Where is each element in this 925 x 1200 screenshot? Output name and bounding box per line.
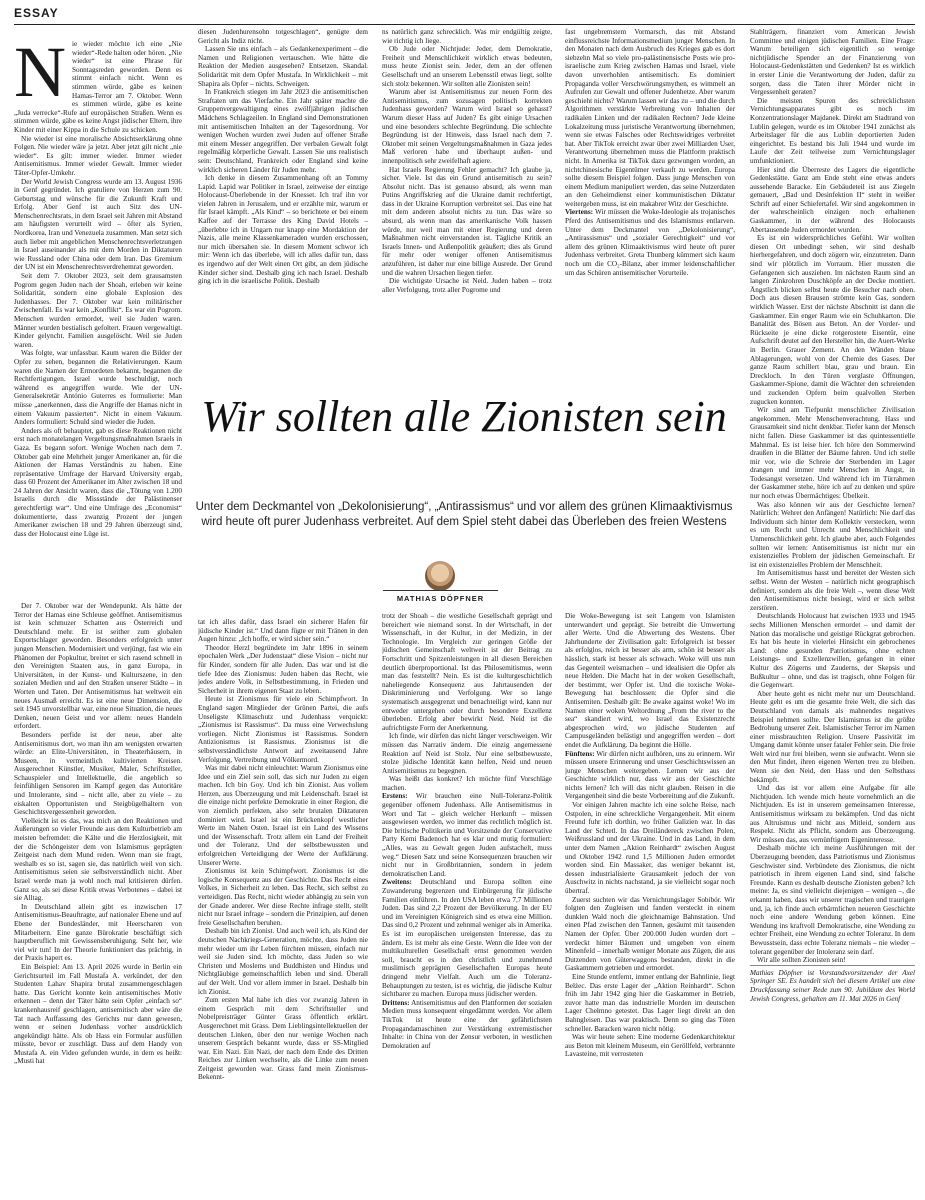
paragraph: Ich finde, wir dürfen das nicht länger verschweigen. Wir müssen das Narrativ ändern. Die einzig angemessene Reaktion auf Neid ist Stolz. Nur eine selbstbewusste, stolze jüdische Identität kann helfen, Neid und neuen Antisemitismus zu begegnen.	[382, 732, 552, 775]
paragraph: Wir alle sollten Zionisten sein!	[757, 956, 846, 965]
column-5	[750, 28, 915, 1183]
paragraph: trotz der Shoah – die westliche Gesellschaft geprägt und bereichert wie niemand sonst. In der Wirtschaft, in der Wissenschaft, in der Kultur, in der Medizin, in der Technologie. Im Vergleich zur geringen Größe der jüdischen Gemeinschaft weltweit ist der Beitrag zu Fortschritt und Spitzenleistungen in all diesen Bereichen deutlich überproportional. Ist das Philosemitismus, wenn man das feststellt? Nein. Es ist die kulturgeschichtlich naheliegende Konsequenz aus Jahrtausenden der Diskriminierung und Verfolgung. Wer so lange systematisch ausgegrenzt und benachteiligt wird, kann nur entweder untergehen oder durch besondere Exzellenz überleben. Erfolg aber bewirkt Neid. Neid ist die aufrichtigste Form der Anerkennung.	[382, 612, 552, 732]
column-1-bottom	[14, 602, 182, 1192]
column-3-bottom	[382, 612, 552, 1192]
paragraph: Heute ist Zionismus für viele ein Schimpfwort. In England sagen Mitglieder der Grünen Partei, die aufs Unseligste Klimaschutz und Judenhass verquickt: „Zionismus ist Rassismus“. Da muss eine Verwechslung vorliegen. Nicht Zionismus ist Rassismus. Sondern Antizionismus ist Rassismus. Zionismus ist die selbstverständlichste Antwort auf zweitausend Jahre Verfolgung, Vertreibung und Völkermord.	[198, 695, 368, 764]
paragraph: Zum ersten Mal habe ich dies vor zwanzig Jahren in einem Gespräch mit dem Schriftsteller und Nobelpreisträger Günter Grass öffentlich erklärt. Ausgerechnet mit Grass. Dem Lieblingsintellektuellen der deutschen Linken, über den nur wenige Wochen nach unserem Gespräch bekannt wurde, dass er SS-Mitglied war. Ein Nazi. Ein Nazi, der nach dem Ende des Dritten Reiches zur Linken wechselte, als die Linke zum neuen Zeitgeist geworden war. Grass fand mein Zionismus-Bekennt-	[198, 996, 368, 1082]
paragraph: Ich denke in diesem Zusammenhang oft an Tommy Lapid. Lapid war Politiker in Israel, zeitweise der einzige Holocaust-Überlebende in der Knesset. Ich traf ihn vor vielen Jahren in Jerusalem, und er erzählte mir, warum er für Israel kämpft. „Als Kind“ – so berichtete er bei einem Kaffee auf der Terrasse des King David Hotels – „überlebte ich in Ungarn nur knapp eine Mordaktion der Nazis, alle meine Klassenkameraden wurden erschossen, nur mich übersahen sie. In diesem Moment schwor ich mir: Wenn ich das überlebe, will ich alles dafür tun, dass es irgendwo auf der Welt einen Ort gibt, an dem jüdische Kinder sicher sind. Deshalb ging ich nach Israel. Deshalb ging ich in die israelische Politik. Deshalb	[198, 174, 368, 286]
paragraph: Warum aber ist Antisemitismus zur neuen Form des Antisemitismus, zum sozusagen politisch korrekten Judenhass geworden? Warum wird Israel so gehasst? Warum dieser Hass auf Juden? Es gibt einige Ursachen und eine besonders schlechte Begründung. Die schlechte Begründung ist der Hinweis, dass Israel nach dem 7. Oktober mit seinen Vergeltungsmaßnahmen in Gaza jedes Maß verloren habe und überhaupt außen- und innenpolitisch sehr zweifelhaft agiere.	[382, 88, 552, 165]
column-1-top	[14, 40, 182, 600]
paragraph: Vor einigen Jahren machte ich eine solche Reise, nach Ostpolen, in eine schreckliche Vergangenheit. Mit einem Freund fuhr ich dorthin, wo früher Galizien war. In das Land der Schtetl. In das Dreiländereck zwischen Polen, Weißrussland und der Ukraine. Und in das Land, in dem unter dem Namen „Aktion Reinhardt“ zwischen August und Oktober 1942 rund 1,5 Millionen Juden ermordet worden sind. Ein Massaker, das weniger bekannt ist, dessen industrialisierte Grausamkeit jedoch der von Auschwitz in nichts nachstand, ja sie vielleicht sogar noch übertraf.	[565, 801, 735, 895]
paragraph: Der World Jewish Congress wurde am 13. August 1936 in Genf gegründet. Ich gratuliere von Herzen zum 90. Geburtstag und wünsche für die Zukunft Kraft und Erfolg. Aber Genf ist auch Sitz des UN-Menschenrechtsrats, in dem Israel seit Jahren mit Abstand am häufigsten verurteilt wird – öfter als Syrien, Nordkorea, Iran und Venezuela zusammen. Man setzt sich auch lieber mit angeblichen Menschenrechtsverletzungen in Israel auseinander als mit dem Morden in Diktaturen wie Russland oder China oder dem Iran. Das Gremium der UN ist ein Menschenrechtsverdrehemrat geworden.	[14, 177, 182, 272]
paragraph: Hat Israels Regierung Fehler gemacht? Ich glaube ja, sicher. Viele. Ist das ein Grund antisemitisch zu sein? Absolut nicht. Das ist genauso absurd, als wenn man Putins Angriffskrieg auf die Ukraine damit rechtfertigt, dass in der Ukraine Korruption verbreitet sei. Das eine hat mit dem anderen absolut nichts zu tun. Das wäre so absurd, als wenn man das amerikanische Volk hassen würde, nur weil man mit einer Regierung und deren Maßnahmen nicht einverstanden ist. Tägliche Kritik an Israels Innen- und Außenpolitik geäußert; dies als Grund für mehr oder weniger offenen Antisemitismus anzuführen, ist daher nur eine billige Ausrede. Der Grund und die wahren Ursachen liegen tiefer.	[382, 165, 552, 277]
erstens-text: Wir brauchen eine Null-Toleranz-Politik gegenüber offenem Judenhass. Alle Antisemitismus in Wort und Tat – gleich welcher Herkunft – müssen ausgewiesen werden, wo immer das rechtlich möglich ist. Die britische Politikerin und Vorsitzende der Conservative Party Kemi Badenoch hat es klar und mutig formuliert: „Alles, was zu Gewalt gegen Juden aufstachelt, muss weg.“ Diesen Satz und seine Konsequenzen brauchen wir nicht nur in Großbritannien, sondern in jedem demokratischen Land.	[382, 792, 552, 878]
subheadline: Unter dem Deckmantel von „Dekolonisierung“, „Antirassismus“ und vor allem des grünen Klimaaktivismus wird heute oft purer Judenhass verbreitet. Auf dem Spiel steht dabei das Überleben des freien Westens	[195, 501, 733, 528]
paragraph: diesen Judenhurensohn totgeschlagen“, genügte dem Gericht als Indiz nicht.	[198, 28, 368, 45]
paragraph: Eine Stunde entfernt, immer entlang der Bahnlinie, liegt Bełżec. Das erste Lager der „Aktion Reinhardt“. Schon früh im Jahr 1942 ging hier die Gaskammer in Betrieb, zuvor hatte man das industrielle Morden im deutschen Lager Chełmno getestet. Das Lager liegt direkt an den Bahngleisen. Das war praktisch. Denn so ging das Töten schneller. Baracken waren nicht nötig.	[565, 972, 735, 1033]
paragraph: Wir sind am Tiefpunkt menschlicher Zivilisation angekommen. Mehr Menschenverachtung, Hass und Grausamkeit sind nicht denkbar. Tiefer kann der Mensch nicht fallen. Diese Gaskammer ist das quintessentielle Mahnmal. Es ist leise hier. Ich höre den Sommerwind draußen in die Blätter der Bäume fahren. Und ich stelle mir vor, wie die Schreie der Sterbenden im Lager drangen und immer mehr Menschen in Angst, in Todesangst versetzen. Und während ich im Türrahmen der Gaskammer stehe, höre ich auf zu denken und spüre nur noch etwas Übermächtiges: Übelkeit.	[750, 406, 915, 501]
paragraph: Deshalb möchte ich meine Ausführungen mit der Überzeugung beenden, dass Patriotismus und Zionismus Geschwister sind. Verbündete des Zionismus, die nicht patriotisch in ihrem eigenen Land sind, sind falsche Freunde. Kann es deshalb deutsche Zionisten geben? Ich meine: Ja, es sind vielleicht diejenigen – wenigen –, die erkannt haben, dass wir unserer tragischen und traurigen und, ja, ich finde auch erbärmlichen neueren Geschichte noch eine andere Wendung geben können. Eine Wendung ins kraftvoll Demokratische, eine Wendung zu echter Freiheit, eine Wendung zu echter Toleranz. In dem Bewusstsein, dass echte Toleranz niemals – nie wieder – tolerant gegenüber der Intoleranz sein darf.	[750, 844, 915, 956]
paragraph-viertens	[565, 208, 735, 277]
paragraph: Es ist ein widersprüchliches Gefühl. Wir wollten diesen Ort unbedingt sehen, wir sind deshalb hierhergefahren, und doch zögern wir, einzutreten. Dann sind wir plötzlich im Vorraum. Hier mussten die Gefangenen sich ausziehen. Im nächsten Raum sind an langen Zinkrohren Duschköpfe an der Decke montiert. Ängstlich blicken selbst heute die Besucher nach oben. Doch aus diesen Brausen strömte kein Gas, sondern wirklich Wasser. Erst der nächste Abschnitt ist dann die Gaskammer. Ein enger Raum wie ein Schuhkarton. Die Banalität des Bösen aus Beton. An der Vorder- und Rückseite je eine dicke rotgerostete Eisentür, eine Aufschrift deutet auf den Hersteller hin, die Auert-Werke in Berlin. Grauer Zement. An den Wänden blaue Ablagerungen, wohl von der Chemie des Gases. Der ganze Raum schillert blau, grau und braun. Ein Dreckloch. In den Türen verglaste Öffnungen, Gaskammer-Spione, damit die Wächter den schreienden und zuckenden Opfern beim qualvollen Sterben zugucken konnten.	[750, 234, 915, 406]
paragraph: Vielleicht ist es das, was mich an den Reaktionen und Äußerungen so vieler Freunde aus dem Kulturbetrieb am meisten befremdet: die Kälte und die Herzlosigkeit, mit der die Schöngeister dem von Islamismus geprägten Zeitgeist nach dem Mund reden. Wenn man sie fragt, weshalb es so ist, sagen sie, das natürlich weil von sich. Antisemitismus seien sie selbstverständlich nicht. Aber Israel werde man ja wohl noch mal kritisieren dürfen. Ganz so, als sei diese Kritik etwas Verbotenes – dabei ist sie Alltag.	[14, 816, 182, 903]
paragraph: Deshalb bin ich Zionist. Und auch weil ich, als Kind der deutschen Nachkriegs-Generation, möchte, dass Juden nie mehr wieder um ihr Leben fürchten müssen, einfach nur weil sie Juden sind. Ich möchte, dass Juden so wie Christen und Moslems und Buddhisten und Hindus und Nichtgläubige gemeinschaftlich leben und sind. Überall auf der Welt. Und vor allem immer in Israel. Deshalb bin ich Zionist.	[198, 927, 368, 996]
paragraph: Die Woke-Bewegung ist seit Langem von Islamisten unterwandert und geprägt. Sie betreibt die Umwertung aller Werte. Und die Abwertung des Westens. Über Jahrhunderte der Zivilisation galt: Erfolgreich ist besser als erfolglos, reich ist besser als arm, schön ist besser als hässlich, stark ist besser als schwach. Woke will uns nun das Gegenteil weismachen – und idealisiert die Opfer als neue Helden. Die Macht hat in der woken Gesellschaft, der bestimmt, wer Opfer ist. Und die toxische Woke-Bewegung hat beschlossen: die Opfer sind die Antisemiten. Deshalb gilt: Be awake against woke! Wo im Namen einer woken Weltordnung „From the river to the sea“ skandiert wird, wo Israel das Existenzrecht abgesprochen wird, wo jüdische Studenten auf Campusgeländen belästigt und angegriffen werden – dort endet die Aufklärung. Da beginnt die Hölle.	[565, 612, 735, 749]
paragraph: Im Antisemitismus hasst und bereitet der Westen sich selbst. Wenn der Westen – natürlich nicht geographisch definiert, sondern als die freie Welt –, wenn diese Welt den Antisemitismus nicht besiegt, wird er sich selbst zerstören.	[750, 569, 915, 612]
keyword-drittens: Drittens:	[382, 998, 410, 1007]
viertens-text: Wir müssen die Woke-Ideologie als trojanisches Pferd des Antisemitismus und des Islamismus entlarven. Unter dem Deckmantel von „Dekolonisierung“, „Antirassismus“ und „sozialer Gerechtigkeit“ und vor allem des grünen Klimaaktivismus wird heute oft purer Judenhass verbreitet. Greta Thunberg kümmert sich kaum noch um die CO₂-Bilanz, aber immer leidenschaftlicher um das Schüren antisemitischer Vorurteile.	[565, 208, 735, 277]
paragraph: Zuerst suchten wir das Vernichtungslager Sobibór. Wir folgten den Zugleisen und fanden versteckt in einem dunklen Wald noch die gleichnamige Bahnstation. Und einen Pfad zwischen den Tannen, gesäumt mit tausenden Namen der Opfer. Über 200.000 Juden wurden dort – verdeckt hinter Bäumen und umgeben von einem Minenfeld – innerhalb weniger Monate aus Zügen, die aus Dutzenden von Güterwaggons bestanden, direkt in die Gaskammern getrieben und ermordet.	[565, 895, 735, 973]
paragraph: Was also können wir aus der Geschichte lernen? Natürlich: Wehret den Anfängen! Natürlich: Nie darf das Individuum sich hinter dem Kollektiv verstecken, wenn es um Recht und Unrecht und Menschlichkeit und Unmenschlichkeit geht. Ich glaube aber, auch Folgendes sollten wir lernen: Antisemitismus ist nicht nur ein existenzielles Problem der jüdischen Gemeinschaft. Er ist ein existenzielles Problem der Menschheit.	[750, 500, 915, 569]
paragraph: Die wichtigste Ursache ist Neid. Juden haben – trotz aller Verfolgung, trotz aller Pogrome und	[382, 277, 552, 294]
paragraph: Ob Jude oder Nichtjude: Jeder, dem Demokratie, Freiheit und Menschlichkeit wirklich etwas bedeuten, muss heute Zionist sein. Jeder, dem an der offenen Gesellschaft und an unserem Lebensstil etwas liegt, sollte sich stolz bekennen. Wir sollten alle Zionisten sein!	[382, 45, 552, 88]
top-rule	[14, 24, 915, 25]
keyword-fuenftens: Fünftens:	[565, 749, 595, 758]
zweitens-text: Deutschland und Europa sollten eine Zuwanderung begrenzen und Einbürgerung für jüdische Familien einführen. In den USA leben etwa 7,7 Millionen Juden. Das sind 2,2 Prozent der Bevölkerung. In der EU und im Vereinigten Königreich sind es etwa eine Million. Das sind 0,2 Prozent und zehnmal weniger als in Amerika. Es ist im europäischen ureigensten Interesse, das zu ändern. Es ist mehr als eine Geste. Wenn die Idee von der multikulturellen Gesellschaft ernst genommen werden soll, braucht es in den christlich und zunehmend muslimisch geprägten Gesellschaften Europas heute dringend mehr Vielfalt. Auch um die Toleranz-Behauptungen zu testen, ist es wichtig, die jüdische Kultur sichtbarer zu machen. Europa muss jüdischer werden.	[382, 878, 552, 999]
paragraph: Besonders perfide ist der neue, aber alte Antisemitismus dort, wo man ihn am wenigsten erwarten würde: an Elite-Universitäten, in Theaterhäusern, in Museen, in vermeintlich kultivierten Kreisen. Ausgerechnet Künstler, Musiker, Maler, Schriftsteller, Schauspieler und Intellektuelle, die angeblich so feinfühligen Sensoren im Kampf gegen das Autoritäre und Intolerante, sind – nicht alle, aber zu viele – zu eiskalten Opportunisten und Steigbügelhaltern von Geschichtsvergessenheit geworden.	[14, 730, 182, 817]
paragraph: tat ich alles dafür, dass Israel ein sicherer Hafen für jüdische Kinder ist.“ Und dann fügte er mit Tränen in den Augen hinzu: „Ich hoffe, er wird sicher sein.“	[198, 618, 368, 644]
column-4-bottom	[565, 612, 735, 1192]
paragraph: Hier sind die Überreste des Lagers die eigentliche Gedenkstätte. Ganz am Ende steht eine etwas anders aussehende Baracke. Ein Gebäudeteil ist aus Ziegeln gemauert, „Bad und Desinfektion II“ steht in weißer Schrift auf einer Schiefertafel. Wir sind angekommen in der wahrscheinlich einzigen noch erhaltenen Gaskammer, in der während des Holocausts Abertausende Juden ermordet wurden.	[750, 165, 915, 234]
paragraph: Aber heute geht es nicht mehr nur um Deutschland. Heute geht es um die gesamte freie Welt, die sich das Deutschland von damals als mahnendes negatives Beispiel nehmen sollte. Der Islamismus ist die größte Bedrohung unserer Zeit. Islamistischer Terror im Namen einer missbrauchten Religion. Unsere Passivität im Umgang damit könnte unser fataler Fehler sein. Die freie Welt wird nur frei bleiben, wenn sie aufwacht. Wenn sie den Mut findet, ihren eigenen Werten treu zu bleiben. Wenn sie den Neid, den Hass und den Selbsthass bekämpft.	[750, 689, 915, 784]
paragraph: Ein Beispiel: Am 13. April 2026 wurde in Berlin ein Gerichtsurteil im Fall Mustafa A. verkündet, der den Studenten Lahav Shapira brutal zusammengeschlagen hatte. Das Gericht konnte kein antisemitisches Motiv erkennen – denn der Täter hätte sein Opfer „einfach so“ krankenhausreif geschlagen, antisemitisch aber wäre die Tat nach Auffassung des Gerichts nur dann gewesen, wenn er seinen Judenhass vorher ausdrücklich angekündigt hätte. Als ob Hass ein Formular ausfüllen müsste, bevor er zuschlägt. Dass auf dem Handy von Mustafa A. ein Video gefunden wurde, in dem es heißt: „Musti hat	[14, 962, 182, 1066]
author-portrait	[425, 561, 455, 591]
paragraph: Was folgte, war unfassbar. Kaum waren die Bilder der Opfer zu sehen, begannen die Relativierungen. Kaum waren die Namen der Ermordeten bekannt, begannen die Rechtfertigungen. Israel wurde beschuldigt, noch während es angegriffen wurde. Wie der UN-Generalsekretär António Guterres es formulierte: Man müsse „anerkennen, dass die Angriffe der Hamas nicht in einem Vakuum passierten“. Nicht in einem Vakuum. Anders formuliert: Schuld sind wieder die Juden.	[14, 349, 182, 427]
paragraph: Was wir heute sehen: Eine moderne Gedenkarchitektur aus Beton mit kleinem Museum, ein Geröllfeld, verbrannte Lavasteine, mit verrosteten	[565, 1033, 735, 1059]
paragraph: fast ungebremstem Vormarsch, das mit Abstand einflussreichste Informationsmedium junger Menschen. In den Monaten nach dem Ausbruch des Krieges gab es dort siebzehn Mal so viele pro-palästinensische Posts wie pro-israelische zum Krieg zwischen Hamas und Israel, viele davon unverhohlen antisemitisch. Es dominiert Propaganda voller Verschwörungsmythen, es wimmelt an Aufrufen zur Gewalt und offener Judenhetze. Aber warum geschieht nichts? Warum lassen wir das zu – und die durch Algorithmen verstärkte Verbreitung von Inhalten der radikalen Linken und der radikalen Rechten? Jede kleine Lokalzeitung muss juristische Verantwortung übernehmen, wenn sie etwas Falsches oder Rechtswidriges verbreitet hat. Aber TikTok erreicht zwar über zwei Milliarden User, Verantwortung übernehmen muss die Plattform praktisch nicht. In Amerika ist TikTok dazu gezwungen worden, an nichtchinesische Eigentümer verkauft zu werden. Europa sollte diesem Beispiel folgen. Dass junge Menschen von einem Medium manipuliert werden, das seine Nutzerdaten an den Geheimdienst einer kommunistischen Diktatur weitergeben muss, ist ein makabrer Witz der Geschichte.	[565, 28, 735, 208]
drittens-text: Antisemitismus auf den Plattformen der sozialen Medien muss konsequent eingedämmt werden. Vor allem TikTok ist heute eine der gefährlichsten Propagandamaschinen zur Verstärkung extremistischer Inhalte: in China von der Zensur verboten, in westlichen Demokratien auf	[382, 998, 552, 1050]
paragraph-drittens	[382, 999, 552, 1051]
paragraph: Theodor Herzl begründete im Jahr 1896 in seinem epochalen Werk „Der Judenstaat“ diese Vision – nicht nur für Kinder, sondern für alle Juden. Das war und ist die tiefe Idee des Zionismus: Juden haben das Recht, wie jedes andere Volk, in Selbstbestimmung, in Frieden und Sicherheit in ihrem eigenen Staat zu leben.	[198, 643, 368, 695]
drop-cap: N	[14, 40, 66, 112]
author-footnote: Mathias Döpfner ist Vorstandsvorsitzender der Axel Springer SE. Es handelt sich bei diesem Artikel um eine Druckfassung seiner Rede zum 90. Jubiläum des World Jewish Congress, gehalten am 11. Mai 2026 in Genf	[750, 965, 915, 1003]
paragraph: Und das ist vor allem eine Aufgabe für alle Nichtjuden. Ich wende mich heute vornehmlich an die Nichtjuden. Es ist in unserem gemeinsamen Interesse, Antisemitismus wirksam zu bekämpfen. Und das nicht aus Altruismus und nicht aus Mitleid, sondern aus Respekt. Nicht als Pflicht, sondern aus Überzeugung. Wir müssen das, aus vernünftigem Eigeninteresse.	[750, 784, 915, 844]
paragraph: Die meisten Spuren des schrecklichsten Vernichtungsapparates gibt es noch im Konzentrationslager Majdanek. Direkt am Stadtrand von Lublin gelegen, wurde es im Oktober 1941 zunächst als Arbeitslager für die aus Lublin deportierten Juden eingerichtet. Es bestand bis Juli 1944 und wurde im Laufe der Zeit teilweise zum Vernichtungslager umfunktioniert.	[750, 96, 915, 165]
col4b-rest	[565, 801, 735, 1059]
paragraph-erstens	[382, 792, 552, 878]
section-label: ESSAY	[14, 6, 59, 20]
column-4-top	[565, 28, 735, 383]
col4b-paragraphs	[565, 612, 735, 750]
keyword-zweitens: Zweitens:	[382, 878, 412, 887]
column-3-top	[382, 28, 552, 383]
paragraph: Was heißt das konkret? Ich möchte fünf Vorschläge machen.	[382, 775, 552, 792]
paragraph: Der 7. Oktober war der Wendepunkt. Als hätte der Terror der Hamas eine Schleuse geöffnet. Antisemitismus ist kein schmuzer Schatten aus Österreich und Deutschland mehr. Er ist seither zum globalen Exportschlager geworden. Besonders erfolgreich unter jungen Menschen. Modernisiert und verjüngt, fast wie ein Phänomen der Popkultur, breitet er sich rasend schnell in den Vereinigten Staaten aus, in ganz Europa, in Universitäten, in der Kunst- und Kulturszene, in den sozialen Medien und auf den Straßen unserer Städte – in Worten und Taten. Der Antisemitismus hat weltweit ein neues Ausmaß erreicht. Es ist eine neue Dimension, die seit 1945 unvorstellbar war, eine neue Situation, die neues Denken, neuen Geist und vor allem: neues Handeln erfordert.	[14, 602, 182, 731]
paragraph: In Frankreich stiegen im Jahr 2023 die antisemitischen Straftaten um das Vierfache. Ein Jahr später machte die Gruppenvergewaltigung eines zwölfjährigen jüdischen Mädchens Schlagzeilen. In England sind Demonstrationen mit antisemitischen Inhalten an der Tagesordnung. Vor wenigen Wochen wurden zwei Juden auf offener Straße mit einem Messer angegriffen. Der verbalen Gewalt folgt regelmäßig körperliche Gewalt. Lassen Sie uns realistisch sein: Deutschland, Frankreich oder England sind keine wirklich sicheren Länder für Juden mehr.	[198, 88, 368, 174]
column-2-top	[198, 28, 368, 383]
paragraph-fuenftens	[565, 750, 735, 802]
fuenftens-text: Wir dürfen nicht aufhören, uns zu erinnern. Wir müssen unsere Erinnerung und unser Geschichtswissen an junge Menschen weitergeben. Lernen wir aus der Geschichte wirklich nur, dass wir aus der Geschichte nichts lernen? Ich will das nicht glauben. Reisen in die Vergangenheit sind die beste Vorbereitung auf die Zukunft.	[565, 749, 735, 801]
col3b-paragraphs	[382, 612, 552, 792]
paragraph: Stahlträgern, finanziert vom American Jewish Committee und einigen jüdischen Familien. Eine Frage: Warum beteiligen sich eigentlich so wenige nichtjüdische Spender an der Finanzierung von Holocaust-Gedenkstätten und Gedenken? Ist es wirklich in erster Linie die Verantwortung der Juden, dafür zu sorgen, dass die Taten ihrer Mörder nicht in Vergessenheit geraten?	[750, 28, 915, 97]
paragraph: Was mir dabei nicht einleuchtet: Warum Zionismus eine Idee und ein Ziel sein soll, das sich nur Juden zu eigen machen. Ich bin Goy. Und ich bin Zionist. Aus vollem Herzen, aus Überzeugung und mit Leidenschaft. Israel ist die einzige nicht perfekte Demokratie in einer Region, die von ziemlich perfekten, also sehr brutalen Diktaturen dominiert wird. Israel ist ein Brückenkopf westlicher Werte im Nahen Osten. Israel ist ein Land des Wissens und der Wissenschaft. Trotz allem ein Land der Freiheit und der Toleranz. Und der selbstbewussten und erfolgreichen Verteidigung der Werte der Aufklärung. Unserer Werte.	[198, 764, 368, 867]
paragraph: ie wieder möchte ich eine „Nie wieder“-Rede halten oder hören. „Nie wieder“ ist eine Phrase für Sonntagsreden geworden. Denn es stimmt einfach nicht. Wenn es stimmen würde, gäbe es keinen Hamas-Terror am 7. Oktober. Wenn es stimmen würde, gäbe es keine „Juda verrecke“-Rufe auf europäischen Straßen. Wenn es stimmen würde, gäbe es keine Angst jüdischer Eltern, ihre Kinder mit einer Kippa in die Schule zu schicken.	[14, 40, 182, 134]
paragraph: Anders als oft behauptet, gab es diese Reaktionen nicht erst nach monatelangen Vergeltungsmaßnahmen Israels in Gaza. Es begann sofort. Wenige Wochen nach dem 7. Oktober gab eine Mehrheit junger Amerikaner an, für die Aktionen der Hamas Verständnis zu haben. Eine repräsentative Umfrage der Harvard University ergab, dass 60 Prozent der Amerikaner im Alter zwischen 18 und 24 Jahren der Ansicht waren, dass die „Tötung von 1.200 Israelis durch die Missstände der Palästinenser gerechtfertigt war“. Und eine Umfrage des „Economist“ dokumentierte, dass zwanzig Prozent der jungen Amerikaner zwischen 18 und 29 Jahren überzeugt sind, dass der Holocaust eine Lüge ist.	[14, 426, 182, 538]
paragraph: Nie wieder ist eine moralische Absichtserklärung ohne Folgen. Nie wieder wäre ja jetzt. Aber jetzt gilt nicht „nie wieder“. Es gilt: immer wieder. Immer wieder Antisemitismus. Immer wieder Gewalt. Immer wieder Täter-Opfer-Umkehr.	[14, 134, 182, 177]
paragraph: Deutschlands Holocaust hat zwischen 1933 und 1945 sechs Millionen Menschen ermordet – und damit der Nation das moralische und geistige Rückgrat gebrochen. Es hat bis heute in vielerlei Hinsicht ein gebrochenes Land: ohne gesunden Patriotismus, ohne echten Leistungs- und Exzellenzwillen, gefangen in einer Kultur des Zögerns und Zauderns, der Skepsis und Bußkultur – ohne, und das ist tragisch, ohne Folgen für die Gegenwart.	[750, 612, 915, 690]
headline: Wir sollten alle Zionisten sein	[201, 392, 727, 441]
paragraph: In Deutschland allein gibt es inzwischen 17 Antisemitismus-Beauftragte, auf nationaler Ebene und auf Ebene der Bundesländer, mit Heerscharen von Mitarbeitern. Eine ganze Bürokratie beschäftigt sich hauptberuflich mit Gewissensberuhigung. Seht her, wie viel wir tun! In der Theorie funktioniert das prächtig, in der Praxis hapert es.	[14, 902, 182, 963]
author-byline	[383, 561, 553, 603]
col4-paragraphs	[565, 28, 735, 208]
keyword-viertens: Viertens:	[565, 208, 594, 217]
author-rule	[383, 590, 498, 591]
author-name: MATHIAS DÖPFNER	[396, 594, 485, 603]
paragraph: Zionismus ist kein Schimpfwort. Zionismus ist die logische Konsequenz aus der Geschichte. Das Recht eines Volkes, in Sicherheit zu leben. Das Recht, sich selbst zu verteidigen. Das Recht, nicht wieder abhängig zu sein von der Gnade anderer. Wer diese Rechte infrage stellt, stellt nicht nur Israel infrage – sondern die Prinzipien, auf denen freie Gesellschaften beruhen.	[198, 867, 368, 927]
paragraph: ns natürlich ganz schrecklich. Was mir endgültig zeigte, wie richtig ich liege.	[382, 28, 552, 45]
paragraph: Lassen Sie uns einfach – als Gedankenexperiment – die Namen und Religionen vertauschen. Wie hätte die Reaktion der Medien ausgesehen? Entsetzen. Skandal. Solidarität mit dem Opfer Mustafa. In Wirklichkeit – mit Shapira als Opfer – nichts. Schweigen.	[198, 45, 368, 88]
keyword-erstens: Erstens:	[382, 792, 408, 801]
paragraph-zweitens	[382, 878, 552, 998]
column-2-bottom	[198, 618, 368, 1192]
paragraph: Seit dem 7. Oktober 2023, seit dem grausamsten Pogrom gegen Juden nach der Shoah, erleben wir keine Solidarität, sondern eine globale Explosion des Judenhasses. Der 7. Oktober war kein militärischer Zwischenfall. Es war kein „Konflikt“. Es war ein Pogrom. Menschen wurden ermordet, weil sie Juden waren. Männer wurden bestialisch gefoltert. Frauen vergewaltigt. Kinder gelyncht. Familien ausgelöscht. Weil sie Juden waren.	[14, 272, 182, 349]
